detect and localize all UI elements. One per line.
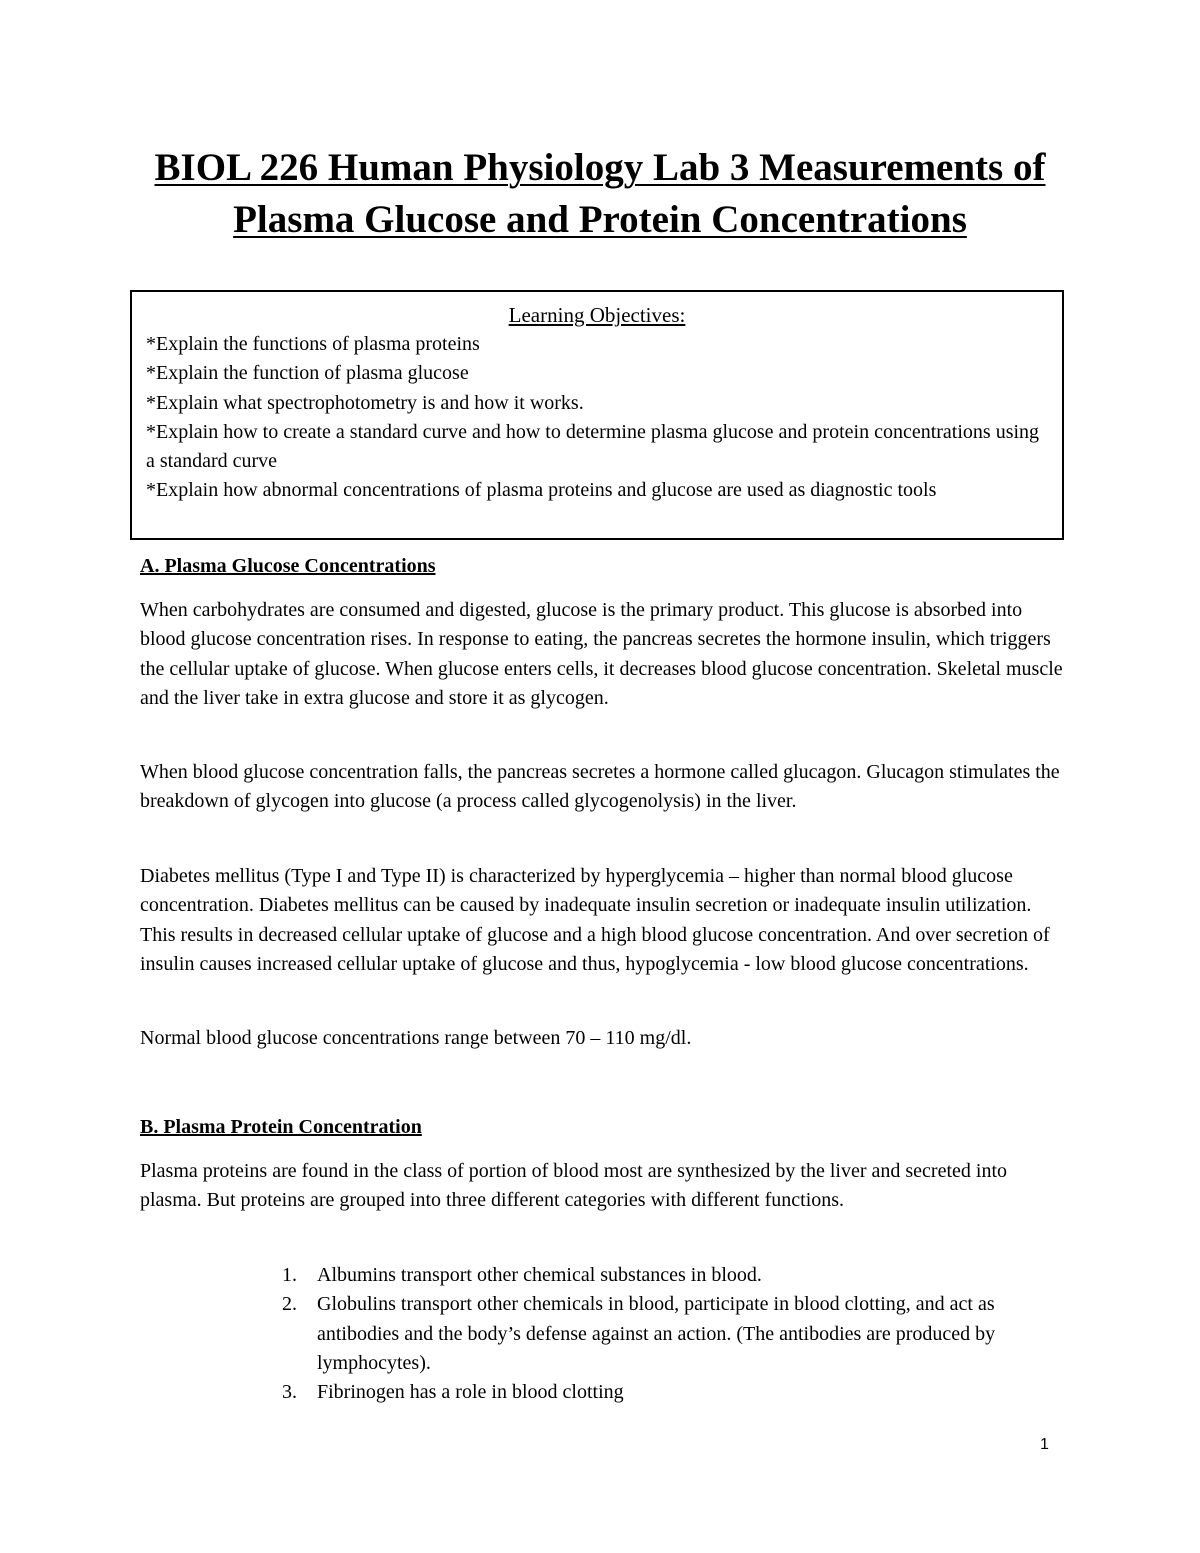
list-item <box>270 1290 1070 1378</box>
learning-objectives-box <box>130 290 1064 540</box>
document-title <box>100 142 1100 246</box>
objective-item: *Explain what spectrophotometry is and how it works. <box>146 391 584 414</box>
section-a-heading: A. Plasma Glucose Concentrations <box>140 555 436 577</box>
title-line-2: Plasma Glucose and Protein Concentrations <box>233 198 967 241</box>
section-b-paragraph: Plasma proteins are found in the class of portion of blood most are synthesized by the liver and secreted into plasma. But proteins are grouped into three different categories with different functions. <box>140 1160 1008 1212</box>
list-item <box>270 1261 1070 1290</box>
list-item-text: Globulins transport other chemicals in blood, participate in blood clotting, and act as antibodies and the body’s defense against an action. (The antibodies are produced by lymphocytes). <box>317 1293 996 1374</box>
page-number: 1 <box>1040 1436 1049 1453</box>
section-a-paragraph: Normal blood glucose concentrations range between 70 – 110 mg/dl. <box>140 1027 692 1049</box>
list-item-text: Fibrinogen has a role in blood clotting <box>317 1381 624 1404</box>
list-item <box>270 1378 1070 1407</box>
section-b-heading: B. Plasma Protein Concentration <box>140 1116 422 1138</box>
section-a-paragraph: Diabetes mellitus (Type I and Type II) is characterized by hyperglycemia – higher than normal blood glucose concentration. Diabetes mellitus can be caused by inadequate insulin secretion or inadequate insulin utilization. This results in decreased cellular uptake of glucose and a high blood glucose concentration. And over secretion of insulin causes increased cellular uptake of glucose and thus, hypoglycemia - low blood glucose concentrations. <box>140 865 1050 975</box>
objective-item: *Explain the functions of plasma proteins <box>146 333 480 355</box>
list-item-text: Albumins transport other chemical substances in blood. <box>317 1264 762 1286</box>
section-a-paragraph: When blood glucose concentration falls, the pancreas secretes a hormone called glucagon. Glucagon stimulates the breakdown of glycogen into glucose (a process called glycogenolysis) in the liver. <box>140 761 1060 813</box>
objective-item: *Explain the function of plasma glucose <box>146 362 469 385</box>
list-number: 2. <box>282 1293 297 1316</box>
list-number: 1. <box>282 1264 297 1286</box>
list-number: 3. <box>282 1381 297 1404</box>
objective-item: *Explain how to create a standard curve and how to determine plasma glucose and protein concentrations using a standard curve <box>146 420 1040 473</box>
section-a-paragraph: When carbohydrates are consumed and digested, glucose is the primary product. This glucose is absorbed into blood glucose concentration rises. In response to eating, the pancreas secretes the hormone insulin, which triggers the cellular uptake of glucose. When glucose enters cells, it decreases blood glucose concentration. Skeletal muscle and the liver take in extra glucose and store it as glycogen. <box>140 599 1063 709</box>
title-line-1: BIOL 226 Human Physiology Lab 3 Measurements of <box>154 146 1046 189</box>
objective-item: *Explain how abnormal concentrations of plasma proteins and glucose are used as diagnostic tools <box>146 479 937 502</box>
learning-objectives-heading: Learning Objectives: <box>508 303 686 327</box>
plasma-protein-list <box>270 1261 1070 1407</box>
